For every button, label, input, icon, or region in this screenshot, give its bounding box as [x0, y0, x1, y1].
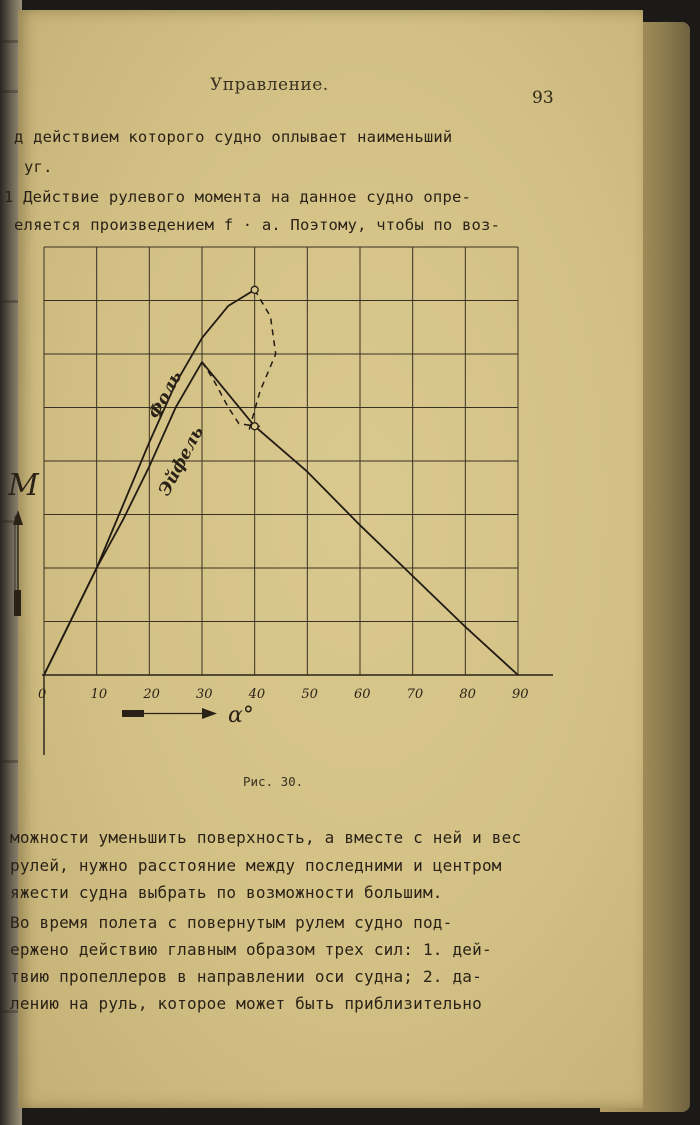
data-point-marker [251, 423, 258, 430]
series-line-dashed-1 [249, 290, 275, 429]
x-tick-label: 0 [38, 687, 47, 702]
data-point-marker [251, 286, 258, 293]
text-line: можности уменьшить поверхность, а вместе с ней и вес [10, 828, 522, 847]
x-tick-label: 30 [196, 687, 213, 702]
page-number: 93 [532, 88, 554, 108]
x-tick-label: 10 [90, 687, 108, 702]
text-line: 1 Действие рулевого момента на данное судно опре- [4, 188, 472, 206]
x-tick-label: 70 [406, 687, 424, 702]
running-title: Управление. [210, 75, 329, 95]
text-line: Во время полета с повернутым рулем судно под- [10, 913, 453, 932]
x-tick-label: 80 [459, 687, 476, 702]
x-tick-label: 40 [248, 687, 266, 702]
x-tick-label: 20 [143, 687, 160, 702]
curve-label-upper: Фоль [144, 367, 187, 423]
figure-caption: Рис. 30. [243, 774, 304, 789]
text-line: яжести судна выбрать по возможности большим. [10, 883, 443, 902]
text-line: лению на руль, которое может быть приблизительно [10, 994, 482, 1013]
right-arrow-icon [122, 708, 217, 719]
curve-label-lower: Эйфель [154, 423, 208, 500]
x-tick-label: 60 [354, 687, 371, 702]
chart-grid [44, 247, 518, 675]
x-axis-label: α° [228, 703, 254, 728]
text-line: твию пропеллеров в направлении оси судна; 2. да- [10, 967, 482, 986]
text-line: ержено действию главным образом трех сил: 1. дей- [10, 940, 492, 959]
y-axis-label: M [8, 468, 39, 503]
chart-series [44, 290, 518, 675]
text-line: рулей, нужно расстояние между последними и центром [10, 856, 502, 875]
series-line-2 [44, 362, 518, 675]
book-page [4, 10, 643, 1108]
x-tick-labels [38, 687, 529, 702]
text-line: д действием которого судно оплывает наименьший [14, 128, 453, 146]
x-tick-label: 90 [512, 687, 529, 702]
text-line: еляется произведением f · a. Поэтому, чтобы по воз- [14, 216, 501, 234]
text-line: уг. [24, 158, 53, 176]
x-tick-label: 50 [301, 687, 318, 702]
